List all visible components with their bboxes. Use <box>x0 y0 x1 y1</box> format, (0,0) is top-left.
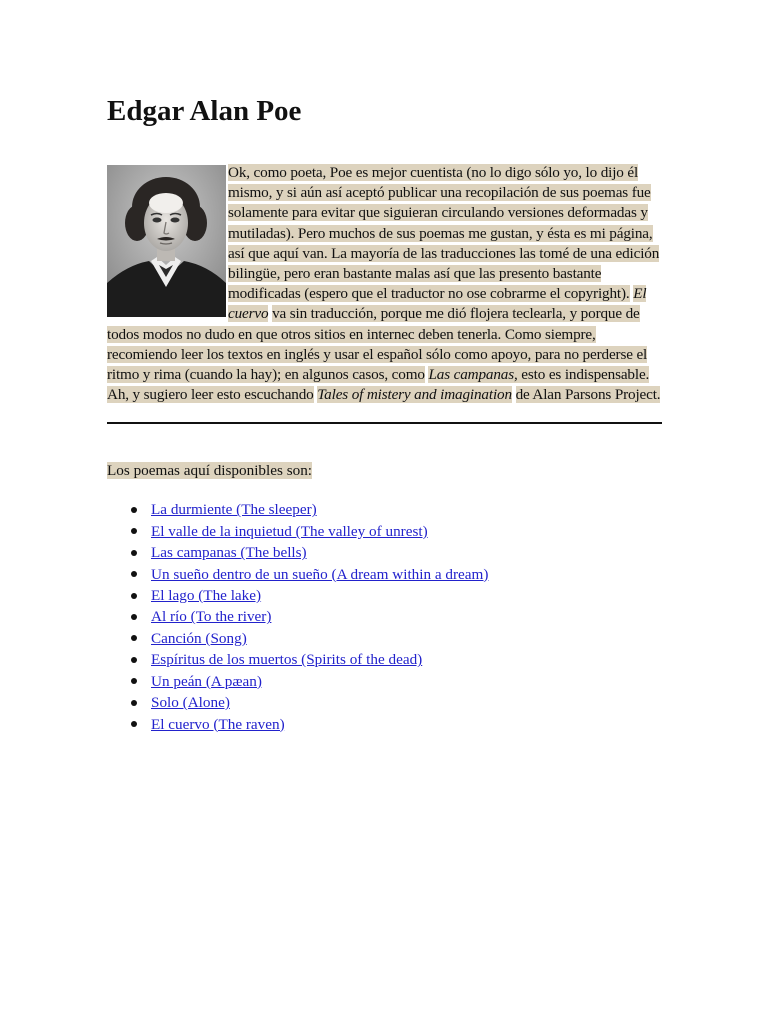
poem-link-un-sueno-dentro-de-un-sueno[interactable]: Un sueño dentro de un sueño (A dream within a dream) <box>151 565 489 583</box>
list-item <box>151 542 662 563</box>
poem-link-al-rio[interactable]: Al río (To the river) <box>151 608 272 626</box>
bullet-icon <box>131 635 137 641</box>
portrait-image <box>107 165 226 317</box>
poem-link-cancion[interactable]: Canción (Song) <box>151 629 247 647</box>
list-item <box>151 628 662 649</box>
bullet-icon <box>131 550 137 556</box>
poem-list <box>107 499 662 734</box>
list-intro-text: Los poemas aquí disponibles son: <box>107 462 313 480</box>
poem-link-solo[interactable]: Solo (Alone) <box>151 694 230 712</box>
intro-text-part-1: Ok, como poeta, Poe es mejor cuentista (no lo digo sólo yo, lo dijo él mismo, y si aún así aceptó publicar una recopilación de sus poemas fue solamente para evitar que siguieran circulando versiones deformadas y mutiladas). Pero muchos de sus poemas me gustan, y ésta es mi página, así que aquí van. La mayoría de las traducciones las tomé de una edición bilingüe, pero eran bastante malas así que las presento bastante modificadas (espero que el traductor no ose cobrarme el copyright). <box>228 164 660 303</box>
bullet-icon <box>131 678 137 684</box>
bullet-icon <box>131 571 137 577</box>
poem-link-las-campanas[interactable]: Las campanas (The bells) <box>151 544 307 562</box>
bullet-icon <box>131 593 137 599</box>
poem-link-el-valle-de-la-inquietud[interactable]: El valle de la inquietud (The valley of unrest) <box>151 522 428 540</box>
page-title: Edgar Alan Poe <box>107 95 302 127</box>
book-title-las-campanas: Las campanas <box>428 366 515 384</box>
list-item <box>151 692 662 713</box>
bullet-icon <box>131 528 137 534</box>
poem-link-el-lago[interactable]: El lago (The lake) <box>151 587 262 605</box>
portrait-photo <box>107 165 226 317</box>
section-divider <box>107 422 662 424</box>
bullet-icon <box>131 700 137 706</box>
intro-text-part-4: de Alan Parsons Project. <box>515 386 661 404</box>
intro-text-part-3: , esto es indispensable. Ah, y sugiero leer esto escuchando <box>107 366 650 404</box>
bullet-icon <box>131 657 137 663</box>
bullet-icon <box>131 614 137 620</box>
list-item <box>151 671 662 692</box>
intro-text-part-2: va sin traducción, porque me dió flojera teclearla, y porque de todos modos no dudo en que otros sitios en internec deben tenerla. Como siempre, recomiendo leer los textos en inglés y usar el español sólo como apoyo, para no perderse el ritmo y rima (cuando la hay); en algunos casos, como <box>107 305 648 384</box>
list-item <box>151 714 662 735</box>
bullet-icon <box>131 721 137 727</box>
bullet-icon <box>131 507 137 513</box>
page <box>107 92 662 735</box>
poem-link-un-pean[interactable]: Un peán (A pæan) <box>151 672 262 690</box>
poem-link-espiritus-de-los-muertos[interactable]: Espíritus de los muertos (Spirits of the dead) <box>151 651 423 669</box>
list-item <box>151 606 662 627</box>
list-item <box>151 521 662 542</box>
list-item <box>151 499 662 520</box>
list-item <box>151 649 662 670</box>
book-title-el-cuervo: El cuervo <box>228 285 647 323</box>
intro-paragraph <box>107 163 662 405</box>
list-intro <box>107 461 662 481</box>
album-title: Tales of mistery and imagination <box>317 386 512 404</box>
poem-link-la-durmiente[interactable]: La durmiente (The sleeper) <box>151 501 317 519</box>
poem-link-el-cuervo[interactable]: El cuervo (The raven) <box>151 715 285 733</box>
list-item <box>151 585 662 606</box>
list-item <box>151 564 662 585</box>
